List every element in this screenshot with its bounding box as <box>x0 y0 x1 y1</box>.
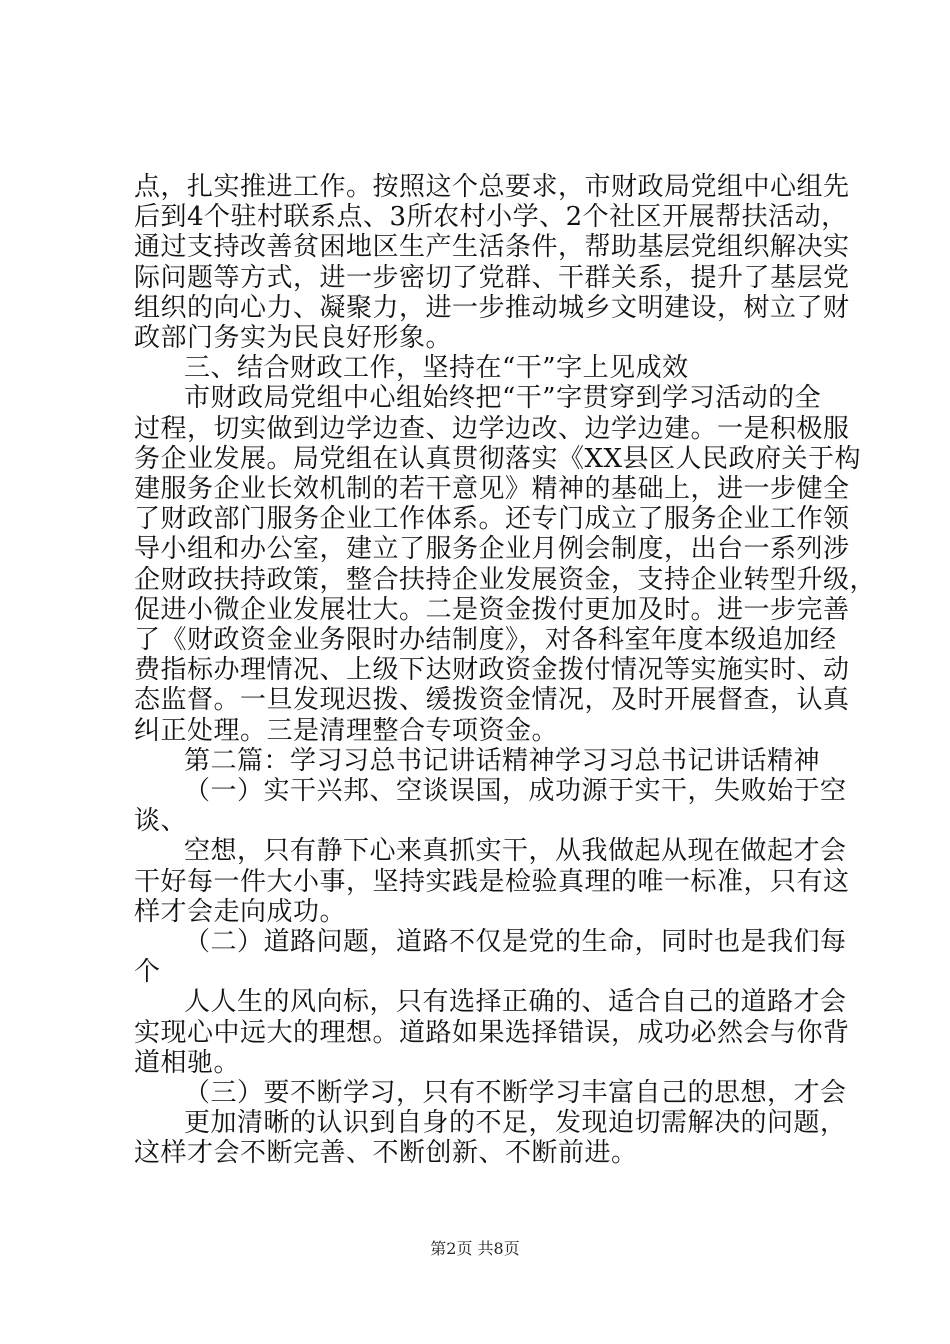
paragraph-line: 了财政部门服务企业工作体系。还专门成立了服务企业工作领 <box>134 504 850 534</box>
paragraph-line: 个 <box>134 957 161 987</box>
paragraph-line: 促进小微企业发展壮大。二是资金拨付更加及时。进一步完善 <box>134 595 850 625</box>
paragraph-line: （二）道路问题，道路不仅是党的生命，同时也是我们每 <box>184 927 847 957</box>
paragraph-line: 态监督。一旦发现迟拨、缓拨资金情况，及时开展督查，认真 <box>134 685 850 715</box>
paragraph-line: 点，扎实推进工作。按照这个总要求，市财政局党组中心组先 <box>134 172 850 202</box>
paragraph-line: 过程，切实做到边学边查、边学边改、边学边建。一是积极服 <box>134 414 850 444</box>
paragraph-line: （三）要不断学习，只有不断学习丰富自己的思想，才会 <box>184 1078 847 1108</box>
paragraph-line: 费指标办理情况、上级下达财政资金拨付情况等实施实时、动 <box>134 655 850 685</box>
paragraph-line: 更加清晰的认识到自身的不足，发现迫切需解决的问题， <box>184 1108 847 1138</box>
paragraph-line: 了《财政资金业务限时办结制度》，对各科室年度本级追加经 <box>134 625 837 655</box>
paragraph-line: 组织的向心力、凝聚力，进一步推动城乡文明建设，树立了财 <box>134 293 850 323</box>
paragraph-line: 建服务企业长效机制的若干意见》精神的基础上，进一步健全 <box>134 474 850 504</box>
paragraph-line: 导小组和办公室，建立了服务企业月例会制度，出台一系列涉 <box>134 534 850 564</box>
paragraph-line: 市财政局党组中心组始终把“干”字贯穿到学习活动的全 <box>184 383 822 413</box>
paragraph-line: 实现心中远大的理想。道路如果选择错误，成功必然会与你背 <box>134 1018 850 1048</box>
paragraph-line: 通过支持改善贫困地区生产生活条件，帮助基层党组织解决实 <box>134 232 850 262</box>
section-heading: 三、结合财政工作，坚持在“干”字上见成效 <box>184 353 689 383</box>
paragraph-line: 纠正处理。三是清理整合专项资金。 <box>134 716 559 746</box>
paragraph-line: 企财政扶持政策，整合扶持企业发展资金，支持企业转型升级， <box>134 565 877 595</box>
page-footer: 第2页 共8页 <box>430 1239 520 1258</box>
paragraph-line: 际问题等方式，进一步密切了党群、干群关系，提升了基层党 <box>134 263 850 293</box>
paragraph-line: 人人生的风向标，只有选择正确的、适合自己的道路才会 <box>184 987 847 1017</box>
paragraph-line: 后到4个驻村联系点、3所农村小学、2个社区开展帮扶活动， <box>134 202 848 232</box>
paragraph-line: 这样才会不断完善、不断创新、不断前进。 <box>134 1138 638 1168</box>
paragraph-line: 谈、 <box>134 806 188 836</box>
paragraph-line: 政部门务实为民良好形象。 <box>134 323 453 353</box>
paragraph-line: 样才会走向成功。 <box>134 897 347 927</box>
paragraph-line: （一）实干兴邦、空谈误国，成功源于实干，失败始于空 <box>184 776 847 806</box>
paragraph-line: 空想，只有静下心来真抓实干，从我做起从现在做起才会 <box>184 836 847 866</box>
paragraph-line: 道相驰。 <box>134 1048 241 1078</box>
chapter-heading: 第二篇：学习习总书记讲话精神学习习总书记讲话精神 <box>184 746 821 776</box>
paragraph-line: 干好每一件大小事，坚持实践是检验真理的唯一标准，只有这 <box>134 867 850 897</box>
paragraph-line: 务企业发展。局党组在认真贯彻落实《XX县区人民政府关于构 <box>134 444 862 474</box>
